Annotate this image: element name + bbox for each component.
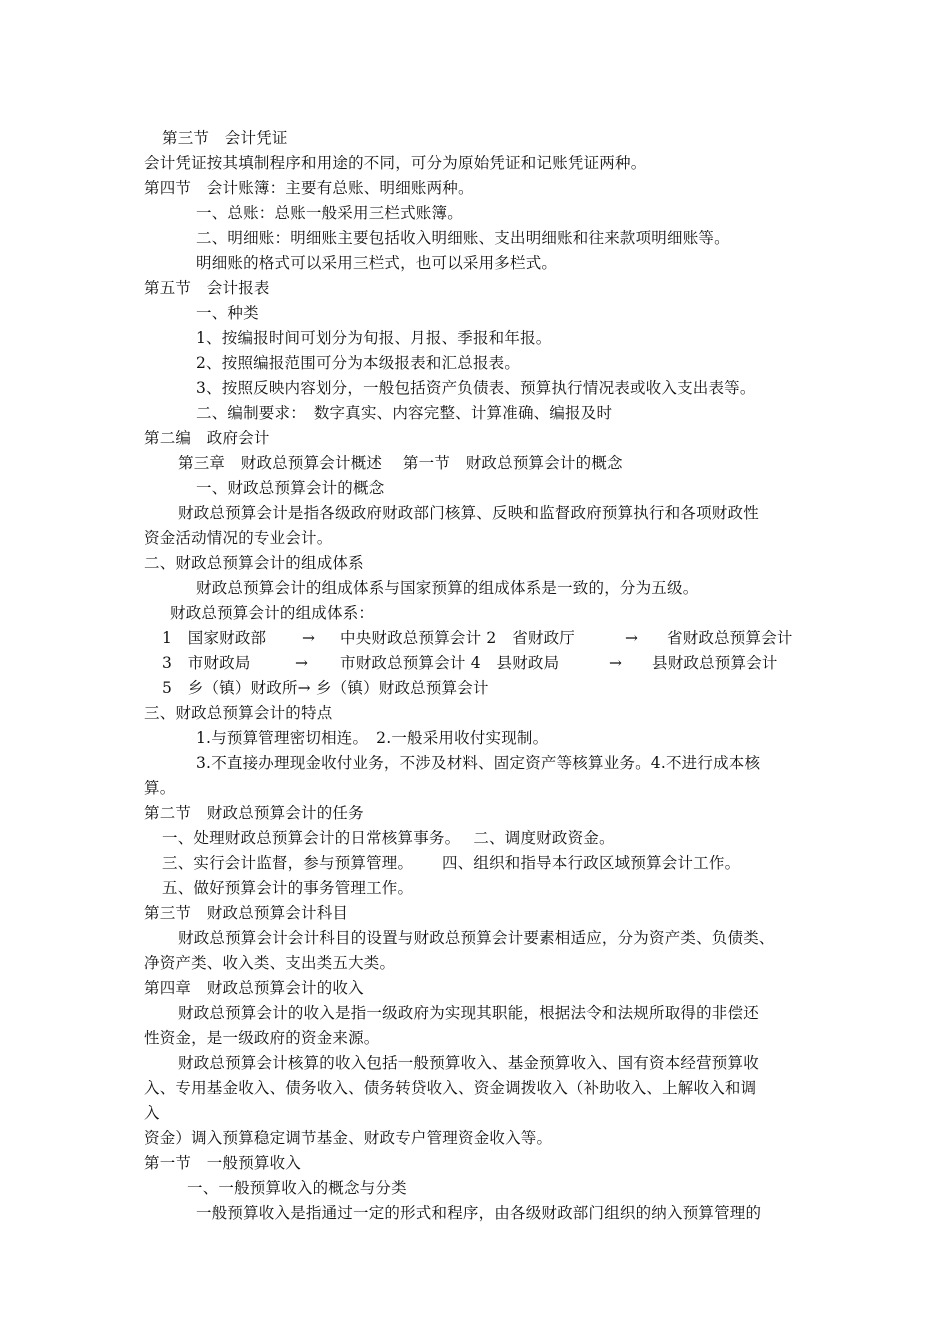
arrow: → xyxy=(625,629,639,647)
hierarchy-item: 5 乡（镇）财政所→ 乡（镇）财政总预算会计 xyxy=(162,679,489,697)
paragraph-line: 2、按照编报范围可分为本级报表和汇总报表。 xyxy=(196,354,521,372)
paragraph-line: 算。 xyxy=(144,779,176,797)
section-heading: 第四节 会计账簿：主要有总账、明细账两种。 xyxy=(144,179,474,197)
section-heading: 三、财政总预算会计的特点 xyxy=(144,704,333,722)
paragraph-line: 会计凭证按其填制程序和用途的不同，可分为原始凭证和记账凭证两种。 xyxy=(144,154,647,172)
hierarchy-item: 中央财政总预算会计 2 省财政厅 xyxy=(340,629,575,647)
paragraph-line: 资金活动情况的专业会计。 xyxy=(144,529,333,547)
paragraph-line: 性资金，是一级政府的资金来源。 xyxy=(144,1029,380,1047)
paragraph-line: 一、总账：总账一般采用三栏式账簿。 xyxy=(196,204,463,222)
paragraph-line: 财政总预算会计会计科目的设置与财政总预算会计要素相适应，分为资产类、负债类、 xyxy=(178,929,775,947)
arrow: → xyxy=(302,629,316,647)
arrow: → xyxy=(295,654,309,672)
section-heading: 第三节 财政总预算会计科目 xyxy=(144,904,349,922)
section-heading: 第一节 一般预算收入 xyxy=(144,1154,302,1172)
paragraph-line: 净资产类、收入类、支出类五大类。 xyxy=(144,954,396,972)
paragraph-line: 财政总预算会计的组成体系： xyxy=(170,604,375,622)
hierarchy-item: 省财政总预算会计 xyxy=(667,629,793,647)
paragraph-line: 三、实行会计监督，参与预算管理。 四、组织和指导本行政区域预算会计工作。 xyxy=(162,854,741,872)
part-heading: 第二编 政府会计 xyxy=(144,429,270,447)
chapter-heading: 第四章 财政总预算会计的收入 xyxy=(144,979,364,997)
paragraph-line: 入、专用基金收入、债务收入、债务转贷收入、资金调拨收入（补助收入、上解收入和调 xyxy=(144,1079,757,1097)
hierarchy-item: 县财政总预算会计 xyxy=(652,654,778,672)
hierarchy-item: 市财政总预算会计 4 县财政局 xyxy=(340,654,560,672)
paragraph-line: 一般预算收入是指通过一定的形式和程序，由各级财政部门组织的纳入预算管理的 xyxy=(196,1204,762,1222)
chapter-heading: 第三章 财政总预算会计概述 第一节 财政总预算会计的概念 xyxy=(178,454,623,472)
paragraph-line: 五、做好预算会计的事务管理工作。 xyxy=(162,879,414,897)
paragraph-line: 明细账的格式可以采用三栏式，也可以采用多栏式。 xyxy=(196,254,558,272)
paragraph-line: 3.不直接办理现金收付业务，不涉及材料、固定资产等核算业务。4.不进行成本核 xyxy=(196,754,761,772)
paragraph-line: 1、按编报时间可划分为旬报、月报、季报和年报。 xyxy=(196,329,552,347)
section-heading: 第五节 会计报表 xyxy=(144,279,270,297)
section-heading: 二、财政总预算会计的组成体系 xyxy=(144,554,364,572)
paragraph-line: 1.与预算管理密切相连。 2.一般采用收付实现制。 xyxy=(196,729,549,747)
paragraph-line: 一、处理财政总预算会计的日常核算事务。 二、调度财政资金。 xyxy=(162,829,615,847)
paragraph-line: 3、按照反映内容划分，一般包括资产负债表、预算执行情况表或收入支出表等。 xyxy=(196,379,756,397)
section-heading: 第三节 会计凭证 xyxy=(162,129,288,147)
paragraph-line: 一、财政总预算会计的概念 xyxy=(196,479,385,497)
hierarchy-item: 3 市财政局 xyxy=(162,654,251,672)
hierarchy-item: 1 国家财政部 xyxy=(162,629,267,647)
paragraph-line: 财政总预算会计核算的收入包括一般预算收入、基金预算收入、国有资本经营预算收 xyxy=(178,1054,759,1072)
paragraph-line: 二、明细账：明细账主要包括收入明细账、支出明细账和往来款项明细账等。 xyxy=(196,229,730,247)
paragraph-line: 财政总预算会计的组成体系与国家预算的组成体系是一致的，分为五级。 xyxy=(196,579,699,597)
paragraph-line: 二、编制要求： 数字真实、内容完整、计算准确、编报及时 xyxy=(196,404,613,422)
paragraph-line: 财政总预算会计的收入是指一级政府为实现其职能，根据法令和法规所取得的非偿还 xyxy=(178,1004,759,1022)
arrow: → xyxy=(609,654,623,672)
paragraph-line: 一、种类 xyxy=(196,304,259,322)
paragraph-line: 财政总预算会计是指各级政府财政部门核算、反映和监督政府预算执行和各项财政性 xyxy=(178,504,759,522)
paragraph-line: 入 xyxy=(144,1104,160,1122)
paragraph-line: 资金）调入预算稳定调节基金、财政专户管理资金收入等。 xyxy=(144,1129,553,1147)
paragraph-line: 一、一般预算收入的概念与分类 xyxy=(187,1179,407,1197)
section-heading: 第二节 财政总预算会计的任务 xyxy=(144,804,364,822)
